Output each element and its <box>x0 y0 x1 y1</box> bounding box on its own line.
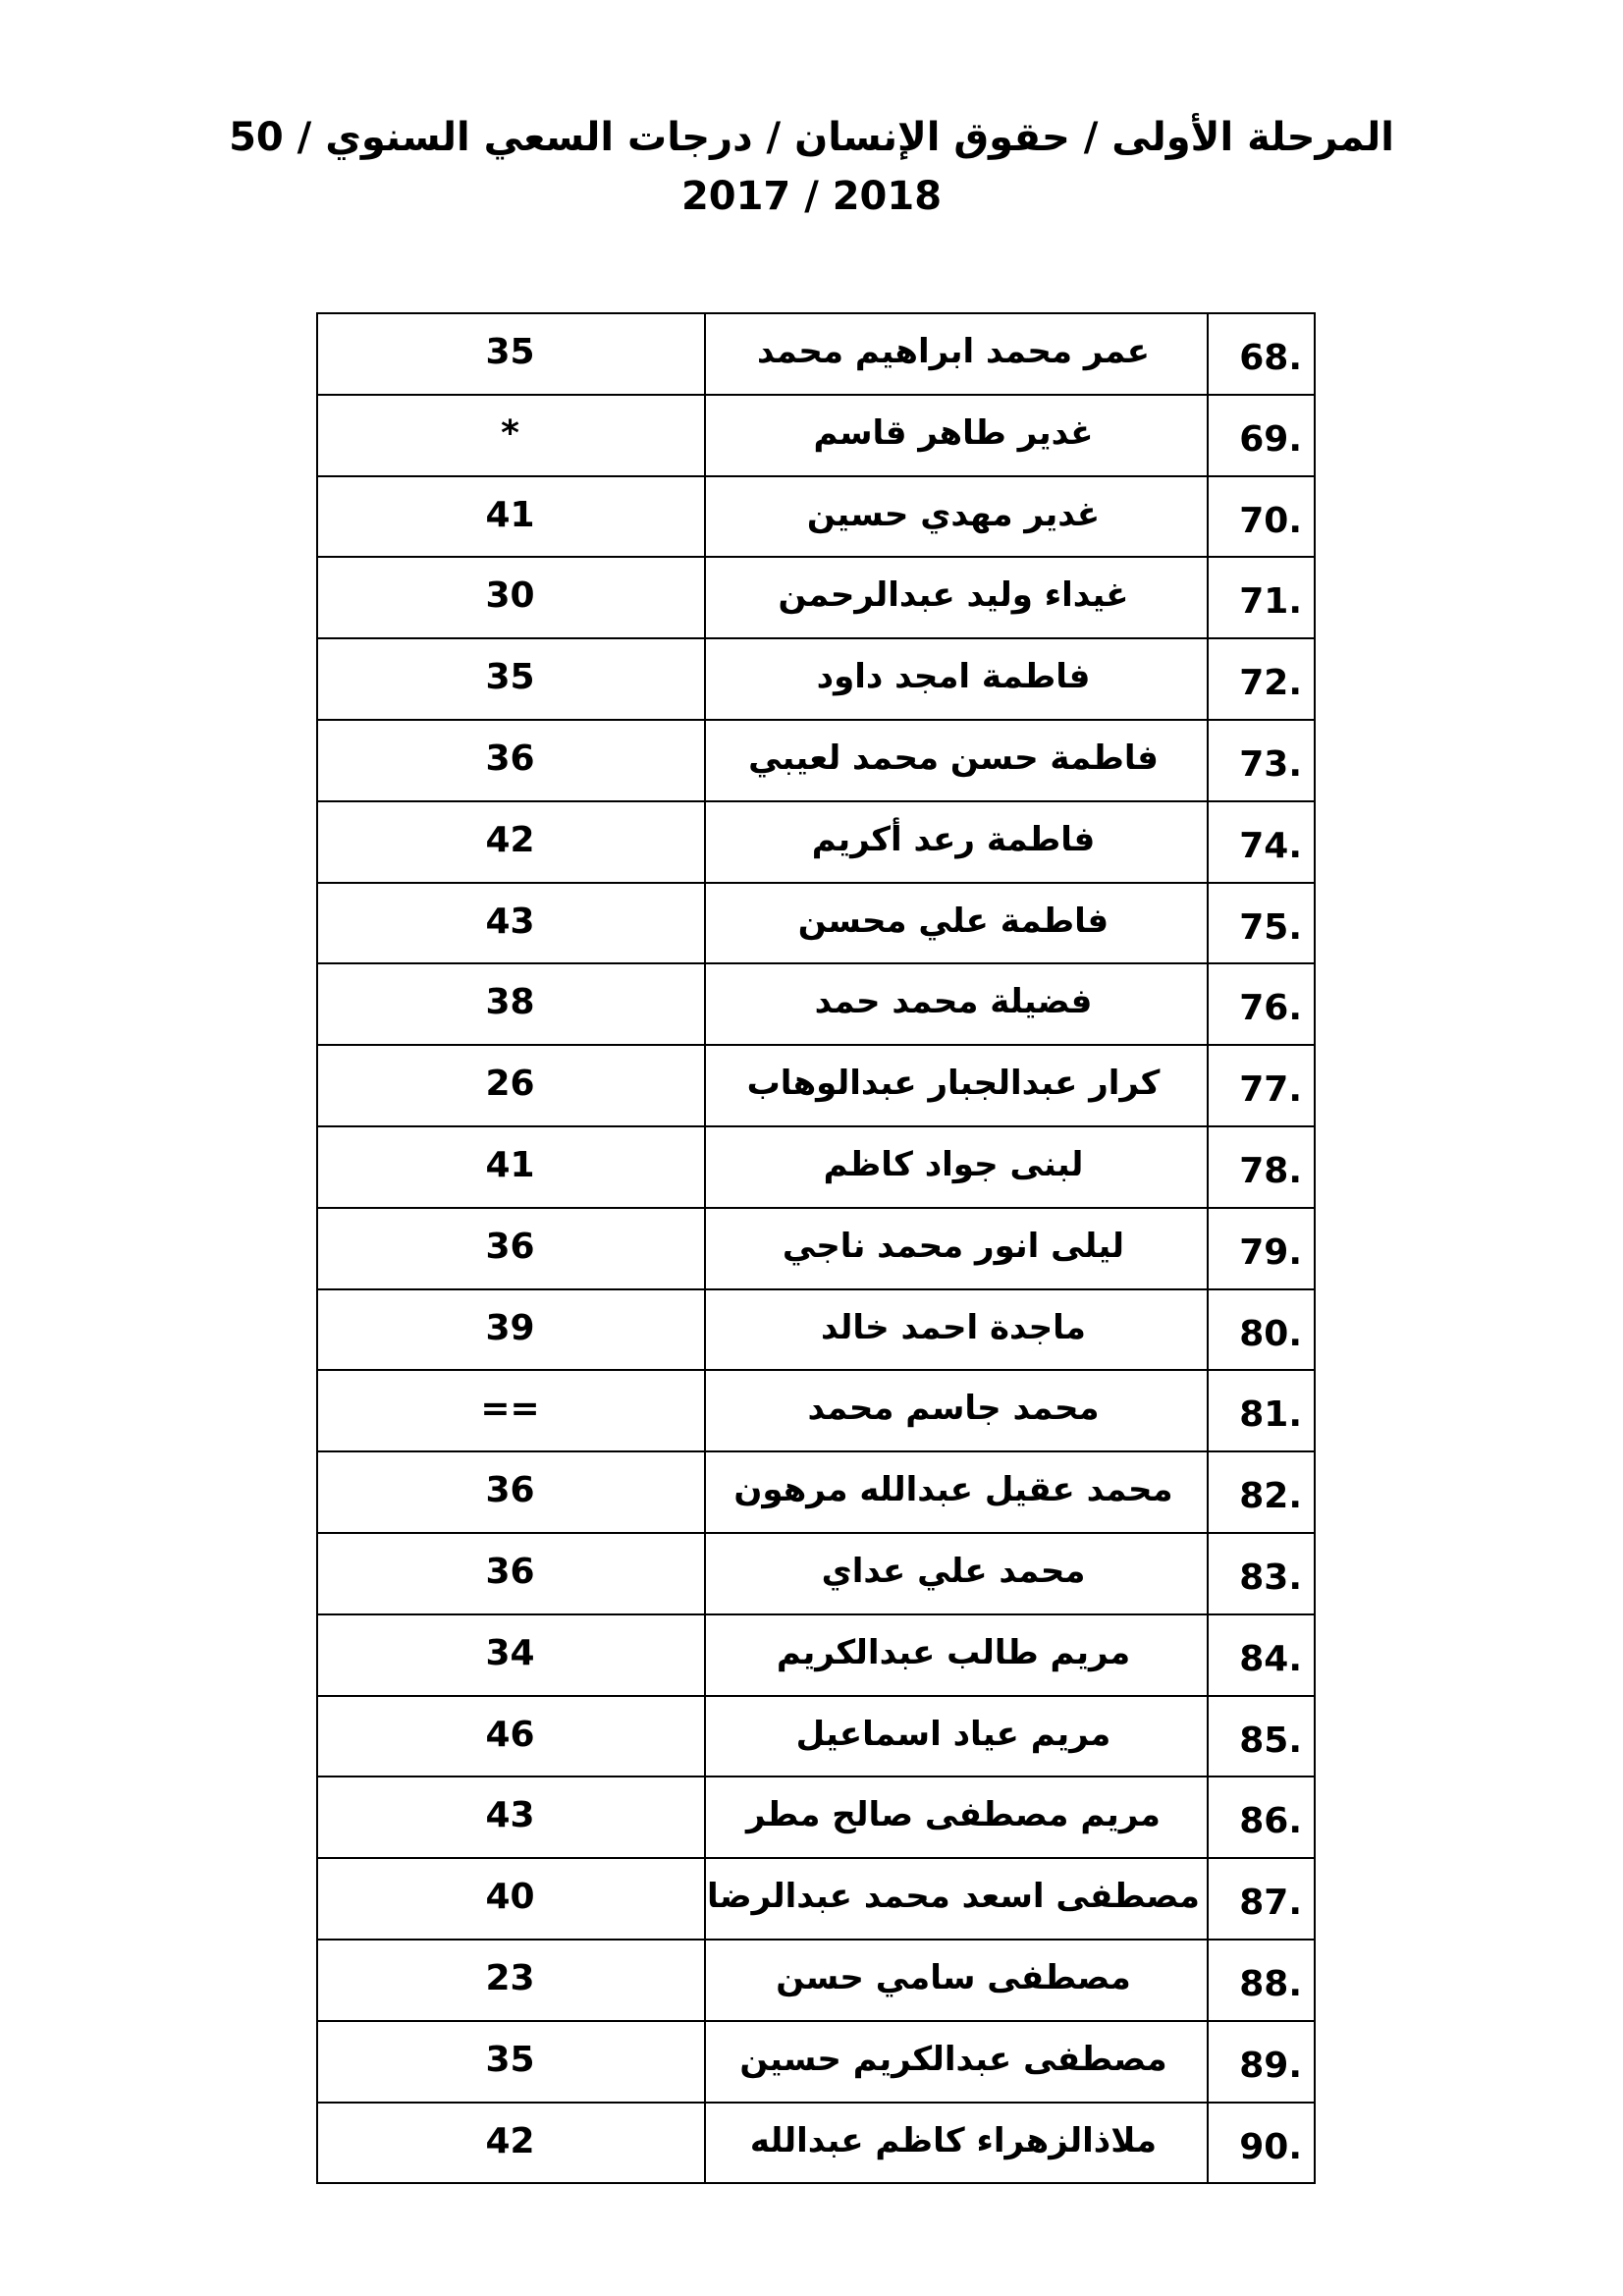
table-row <box>316 2020 1316 2104</box>
table-row <box>316 1125 1316 1209</box>
grade-cell: 36 <box>485 1226 535 1267</box>
row-number-cell: 86. <box>1239 1801 1302 1842</box>
student-name-cell: فضيلة محمد حمد <box>814 982 1093 1022</box>
grade-cell: 23 <box>485 1958 535 1998</box>
row-number-cell: 87. <box>1239 1883 1302 1924</box>
grade-cell: 35 <box>485 332 535 372</box>
row-number-cell: 83. <box>1239 1558 1302 1598</box>
row-number-cell: 70. <box>1239 500 1302 541</box>
table-row <box>316 637 1316 721</box>
grade-cell: 46 <box>485 1714 535 1755</box>
student-name-cell: ملاذالزهراء كاظم عبدالله <box>749 2120 1158 2160</box>
student-name-cell: فاطمة علي محسن <box>797 901 1109 941</box>
grade-cell: 26 <box>485 1064 535 1105</box>
student-name-cell: محمد علي عداي <box>821 1552 1086 1591</box>
student-name-cell: فاطمة امجد داود <box>816 657 1091 697</box>
student-name-cell: مصطفى عبدالكريم حسين <box>739 2039 1167 2079</box>
table-row <box>316 556 1316 639</box>
table-column-divider <box>1207 312 1209 2182</box>
table-row <box>316 1207 1316 1290</box>
student-name-cell: ماجدة احمد خالد <box>821 1307 1086 1347</box>
grade-cell: 35 <box>485 657 535 698</box>
row-number-cell: 79. <box>1239 1231 1302 1273</box>
row-number-cell: 75. <box>1239 906 1302 948</box>
grade-cell: 34 <box>485 1632 535 1673</box>
grade-cell: 36 <box>485 1470 535 1511</box>
row-number-cell: 89. <box>1239 2045 1302 2086</box>
row-number-cell: 76. <box>1239 988 1302 1029</box>
grade-cell: 35 <box>485 2039 535 2080</box>
student-name-cell: غدير طاهر قاسم <box>813 412 1094 453</box>
grade-cell: 40 <box>485 1877 535 1918</box>
table-row <box>316 1450 1316 1534</box>
table-row <box>316 1532 1316 1615</box>
table-row <box>316 1939 1316 2022</box>
row-number-cell: 90. <box>1239 2126 1302 2167</box>
table-row <box>316 1613 1316 1697</box>
grade-cell: 42 <box>485 819 535 860</box>
grade-cell: 36 <box>485 738 535 779</box>
grade-cell: 39 <box>485 1307 535 1348</box>
table-row <box>316 394 1316 477</box>
row-number-cell: 82. <box>1239 1476 1302 1517</box>
student-name-cell: مصطفى اسعد محمد عبدالرضا <box>707 1877 1200 1917</box>
grade-cell: 36 <box>485 1552 535 1592</box>
table-row <box>316 1857 1316 1941</box>
row-number-cell: 78. <box>1239 1151 1302 1191</box>
row-number-cell: 84. <box>1239 1638 1302 1679</box>
table-row <box>316 312 1316 396</box>
table-row <box>316 1695 1316 1778</box>
grade-cell: * <box>501 412 519 454</box>
grade-cell: 30 <box>485 575 535 617</box>
table-row <box>316 2102 1316 2185</box>
student-name-cell: غدير مهدي حسين <box>806 494 1101 534</box>
table-row <box>316 800 1316 884</box>
table-row <box>316 882 1316 965</box>
student-name-cell: مصطفى سامي حسن <box>776 1958 1131 1997</box>
student-name-cell: محمد جاسم محمد <box>807 1389 1100 1429</box>
row-number-cell: 71. <box>1239 581 1302 623</box>
row-number-cell: 68. <box>1239 338 1302 378</box>
page-subtitle-year: 2017 / 2018 <box>680 174 943 219</box>
table-column-divider <box>1314 312 1316 2182</box>
row-number-cell: 74. <box>1239 825 1302 866</box>
grade-cell: == <box>480 1389 540 1430</box>
grade-cell: 43 <box>485 901 535 942</box>
grade-cell: 42 <box>485 2120 535 2161</box>
page-title: المرحلة الأولى / حقوق الإنسان / درجات السعي السنوي / 50 <box>229 115 1394 160</box>
row-number-cell: 72. <box>1239 663 1302 704</box>
student-name-cell: لبنى جواد كاظم <box>823 1145 1084 1184</box>
table-row <box>316 1288 1316 1372</box>
student-name-cell: مريم طالب عبدالكريم <box>776 1632 1131 1672</box>
student-name-cell: كرار عبدالجبار عبدالوهاب <box>746 1064 1161 1104</box>
row-number-cell: 69. <box>1239 418 1302 460</box>
student-name-cell: مريم مصطفى صالح مطر <box>746 1795 1161 1835</box>
row-number-cell: 85. <box>1239 1720 1302 1761</box>
table-row <box>316 1776 1316 1859</box>
table-row <box>316 475 1316 559</box>
row-number-cell: 81. <box>1239 1394 1302 1436</box>
grade-cell: 38 <box>485 982 535 1023</box>
student-name-cell: فاطمة حسن محمد لعيبي <box>748 738 1159 778</box>
table-row <box>316 1044 1316 1127</box>
table-row <box>316 719 1316 802</box>
grade-cell: 41 <box>485 1145 535 1185</box>
table-bottom-border <box>316 2182 1316 2184</box>
student-name-cell: غيداء وليد عبدالرحمن <box>778 575 1129 616</box>
grades-table <box>316 312 1316 2184</box>
student-name-cell: مريم عياد اسماعيل <box>795 1714 1111 1754</box>
grade-cell: 43 <box>485 1795 535 1836</box>
student-name-cell: محمد عقيل عبدالله مرهون <box>733 1470 1173 1510</box>
table-row <box>316 1369 1316 1452</box>
row-number-cell: 73. <box>1239 744 1302 785</box>
student-name-cell: عمر محمد ابراهيم محمد <box>757 332 1150 371</box>
row-number-cell: 88. <box>1239 1964 1302 2004</box>
table-row <box>316 962 1316 1046</box>
grade-cell: 41 <box>485 494 535 535</box>
row-number-cell: 80. <box>1239 1313 1302 1354</box>
row-number-cell: 77. <box>1239 1069 1302 1111</box>
table-column-divider <box>704 312 706 2182</box>
student-name-cell: ليلى انور محمد ناجي <box>782 1226 1125 1266</box>
table-column-divider <box>316 312 318 2182</box>
student-name-cell: فاطمة رعد أكريم <box>811 819 1096 859</box>
